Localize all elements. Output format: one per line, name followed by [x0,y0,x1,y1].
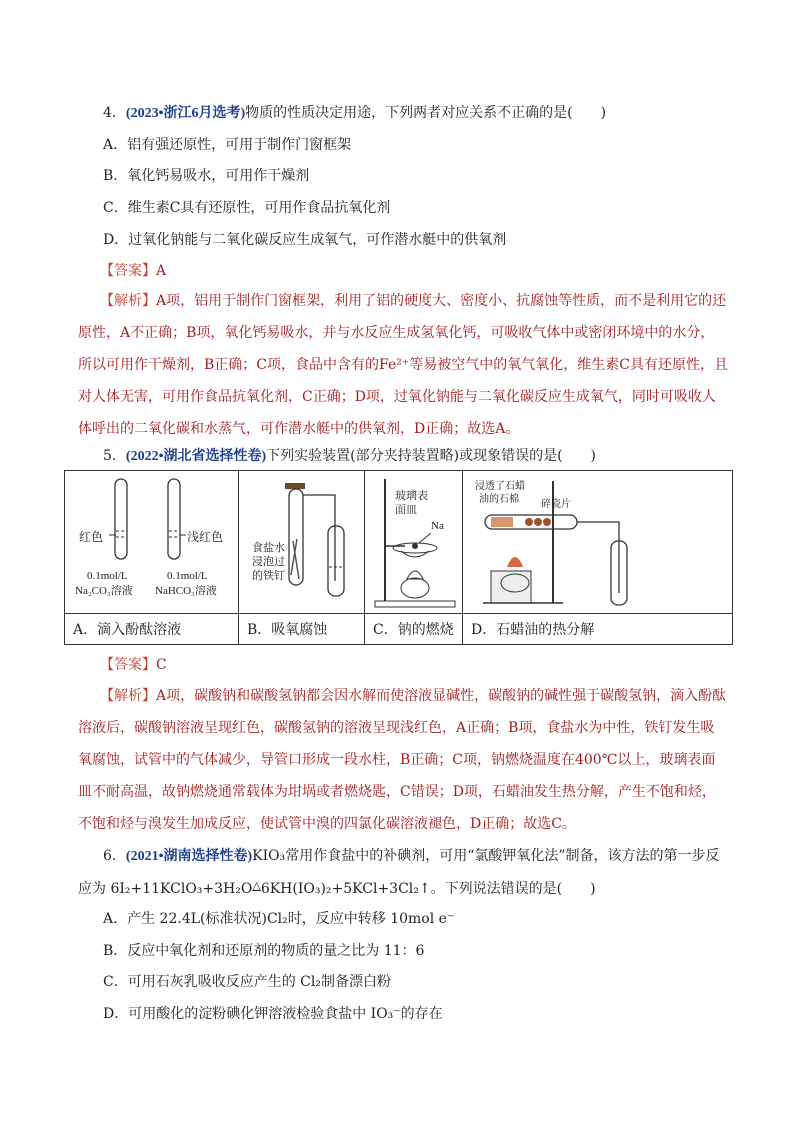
figure-c-cell [365,471,463,614]
label-paraffin-2: 油的石棉 [479,494,519,505]
q4-answer-value: A [156,263,167,279]
q4-number: 4． [103,105,126,121]
q5-answer-tag: 【答案】 [100,657,156,673]
q4-answer [100,261,166,281]
q6-option-c: C．可用石灰乳吸收反应产生的 Cl₂制备漂白粉 [103,974,391,990]
label-paraffin-1: 浸透了石蜡 [475,481,525,492]
q6-option-d: D．可用酸化的淀粉碘化钾溶液检验食盐中 IO₃⁻的存在 [103,1006,443,1022]
q4-analysis-text-1: A项，铝用于制作门窗框架，利用了铝的硬度大、密度小、抗腐蚀等性质，而不是利用它的还原性，A不正确；B项，氧化钙易吸水，并与水反应生成氢氧化钙，可吸收气体中或密闭环境中的水分，所以可用作干燥剂，B正确；C项，食品中含有的 [78,293,727,373]
q6-option-b: B．反应中氧化剂和还原剂的物质的量之比为 11：6 [103,943,425,959]
q4-analysis-fe: Fe²⁺ [379,357,410,373]
label-watch-glass-2: 面皿 [395,504,417,516]
q6-stem-text-1: KIO₃常用作食盐中的补碘剂，可用“氯酸钾氧化法”制备，该方法的第一步反 [252,848,720,864]
q4-analysis [78,285,728,445]
q6-number: 6． [103,848,126,864]
label-watch-glass-1: 玻璃表 [395,490,428,502]
label-na: Na [431,520,444,532]
label-salt-water: 食盐水 [252,542,285,554]
label-nahco3: NaHCO₃溶液 [155,585,217,597]
label-iron-nail: 的铁钉 [252,570,285,582]
q4-stem [103,103,606,124]
figure-b-cell [239,471,365,614]
q5-answer [100,655,167,675]
q6-stem-line-2 [78,876,596,899]
q4-option-b: B．氧化钙易吸水，可用作干燥剂 [103,168,310,184]
sodium-combustion-diagram [365,471,462,613]
caption-c: C．钠的燃烧 [365,614,463,645]
caption-d: D．石蜡油的热分解 [463,614,733,645]
q5-stem-text: 下列实验装置(部分夹持装置略)或现象错误的是( ) [266,448,597,464]
caption-a: A．滴入酚酞溶液 [65,614,239,645]
q5-figure-table [64,470,733,645]
label-red: 红色 [79,530,104,544]
caption-b: B．吸氧腐蚀 [239,614,365,645]
q4-option-d: D．过氧化钠能与二氧化碳反应生成氧气，可作潜水艇中的供氧剂 [103,232,507,248]
label-porcelain: 碎瓷片 [541,499,571,510]
label-conc-1: 0.1mol/L [87,570,128,582]
label-na2co3: Na₂CO₃溶液 [75,585,133,597]
figure-a-cell [65,471,239,614]
q4-answer-tag: 【答案】 [100,263,156,279]
test-tube-diagram [65,471,238,613]
label-soaked: 浸泡过 [252,556,285,568]
label-light-red: 浅红色 [187,530,224,544]
q5-analysis-tag: 【解析】 [100,688,156,704]
q5-stem [103,446,596,467]
q4-analysis-text-2: 等易被空气中的氧气氧化，维生素C具有还原性，且对人体无害，可用作食品抗氧化剂，C正确；D项，过氧化钠能与二氧化碳反应生成氧气，同时可吸收人体呼出的二氧化碳和水蒸气，可作潜水艇中的供氧剂，D正确；故选A。 [78,357,728,437]
q4-source: (2023•浙江6月选考) [125,106,246,121]
q6-equation-left: 应为 6I₂+11KClO₃+3H₂O [78,881,253,897]
q4-analysis-tag: 【解析】 [100,293,156,309]
q6-source: (2021•湖南选择性卷) [125,849,253,864]
q4-option-c: C．维生素C具有还原性，可用作食品抗氧化剂 [103,200,391,216]
q4-option-a: A．铝有强还原性，可用于制作门窗框架 [103,137,352,153]
q5-number: 5． [103,448,126,464]
q5-analysis-text: A项，碳酸钠和碳酸氢钠都会因水解而使溶液显碱性，碳酸钠的碱性强于碳酸氢钠，滴入酚酞溶液后，碳酸钠溶液呈现红色，碳酸氢钠的溶液呈现浅红色，A正确；B项，食盐水为中性，铁钉发生吸氧腐蚀，试管中的气体减少，导管口形成一段水柱，B正确；C项，钠燃烧温度在400℃以上，玻璃表面皿不耐高温，故钠燃烧通常载体为坩埚或者燃烧匙，C错误；D项，石蜡油发生热分解，产生不饱和烃，不饱和烃与溴发生加成反应，使试管中溴的四氯化碳溶液褪色，D正确；故选C。 [78,688,727,832]
oxygen-corrosion-diagram [239,471,364,613]
q4-stem-text: 物质的性质决定用途，下列两者对应关系不正确的是( ) [245,105,607,121]
q6-heat-symbol: △ [252,879,261,892]
q6-equation-right: 6KH(IO₃)₂+5KCl+3Cl₂↑。下列说法错误的是( ) [260,881,596,897]
q6-stem-line-1 [103,846,720,867]
q5-analysis [78,680,728,840]
label-conc-2: 0.1mol/L [167,570,208,582]
paraffin-pyrolysis-diagram [463,471,732,613]
q5-answer-value: C [156,657,167,673]
figure-d-cell [463,471,733,614]
q5-source: (2022•湖北省选择性卷) [125,449,267,464]
q6-option-a: A．产生 22.4L(标准状况)Cl₂时，反应中转移 10mol e⁻ [103,911,455,927]
